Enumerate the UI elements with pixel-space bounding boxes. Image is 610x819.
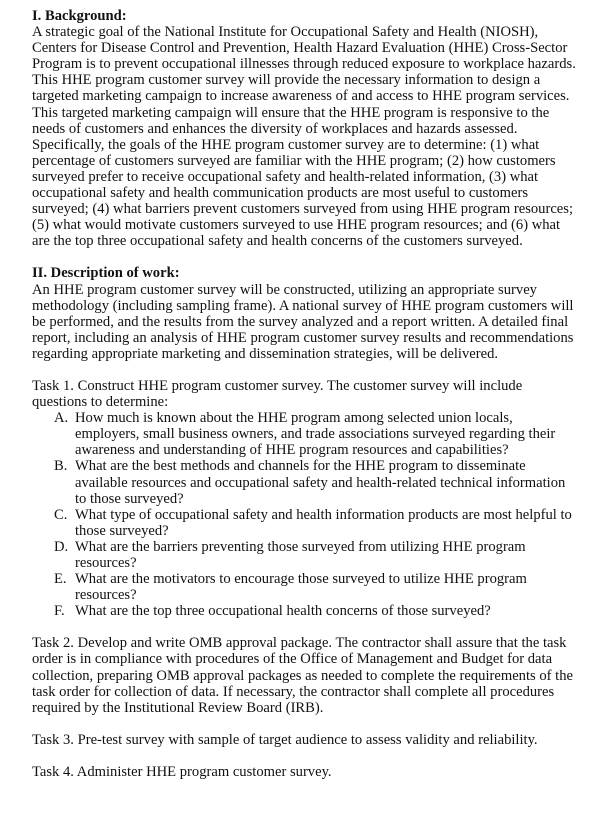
task-2 [32, 635, 577, 715]
question-text: How much is known about the HHE program among selected union locals, employers, small business owners, and trade associations surveyed regarding their awareness and understanding of HHE program resources and capabilities? [75, 410, 556, 459]
task-1-text: Task 1. Construct HHE program customer survey. The customer survey will include questions to determine: [32, 377, 523, 411]
task-3 [32, 732, 577, 748]
task-1 [32, 378, 577, 619]
question-item [32, 410, 577, 458]
task-3-text: Task 3. Pre-test survey with sample of target audience to assess validity and reliability. [32, 731, 538, 748]
question-text: What type of occupational safety and health information products are most helpful to those surveyed? [75, 506, 572, 539]
document-page [32, 8, 577, 796]
question-letter: A. [54, 410, 69, 427]
question-text: What are the motivators to encourage those surveyed to utilize HHE program resources? [75, 571, 527, 604]
question-letter: F. [54, 603, 65, 620]
question-item [32, 507, 577, 539]
task-4 [32, 764, 577, 780]
background-heading: I. Background: [32, 8, 127, 24]
task-4-text: Task 4. Administer HHE program customer survey. [32, 763, 332, 780]
question-letter: E. [54, 571, 67, 588]
description-heading: II. Description of work: [32, 265, 180, 282]
question-letter: B. [54, 458, 68, 475]
question-text: What are the best methods and channels for the HHE program to disseminate available resources and occupational safety and health-related technical information to those surveyed? [75, 458, 566, 507]
question-item [32, 539, 577, 571]
question-item [32, 458, 577, 506]
question-item [32, 603, 577, 619]
question-letter: C. [54, 506, 68, 523]
task-2-text: Task 2. Develop and write OMB approval package. The contractor shall assure that the task order is in compliance with procedures of the Office of Management and Budget for data collection, preparing OMB approval packages as needed to complete the requirements of the task order for collection of data. If necessary, the contractor shall complete all procedures required by the Institutional Review Board (IRB). [32, 635, 573, 716]
description-section [32, 265, 577, 362]
background-section [32, 8, 577, 249]
question-text: What are the top three occupational health concerns of those surveyed? [75, 603, 491, 620]
task-1-question-list [32, 410, 577, 619]
question-item [32, 571, 577, 603]
description-body: An HHE program customer survey will be constructed, utilizing an appropriate survey methodology (including sampling frame). A national survey of HHE program customers will be performed, and the results from the survey analyzed and a report written. A detailed final report, including an analysis of HHE program customer survey results and recommendations regarding appropriate marketing and dissemination strategies, will be delivered. [32, 281, 574, 362]
background-body: A strategic goal of the National Institute for Occupational Safety and Health (NIOSH), Centers for Disease Control and Prevention, Health Hazard Evaluation (HHE) Cross-Sector Program is to prevent occupational illnesses through reduced exposure to workplace hazards. This HHE program customer survey will provide the necessary information to design a targeted marketing campaign to increase awareness of and access to HHE program services. This targeted marketing campaign will ensure that the HHE program is responsive to the needs of customers and enhances the diversity of workplaces and hazards assessed. Specifically, the goals of the HHE program customer survey are to determine: (1) what percentage of customers surveyed are familiar with the HHE program; (2) how customers surveyed prefer to receive occupational safety and health-related information, (3) what occupational safety and health communication products are most useful to customers surveyed; (4) what barriers prevent customers surveyed from using HHE program resources; (5) what would motivate customers surveyed to use HHE program resources; and (6) what are the top three occupational safety and health concerns of the customers surveyed. [32, 24, 576, 250]
question-letter: D. [54, 538, 69, 555]
question-text: What are the barriers preventing those surveyed from utilizing HHE program resources? [75, 538, 526, 571]
